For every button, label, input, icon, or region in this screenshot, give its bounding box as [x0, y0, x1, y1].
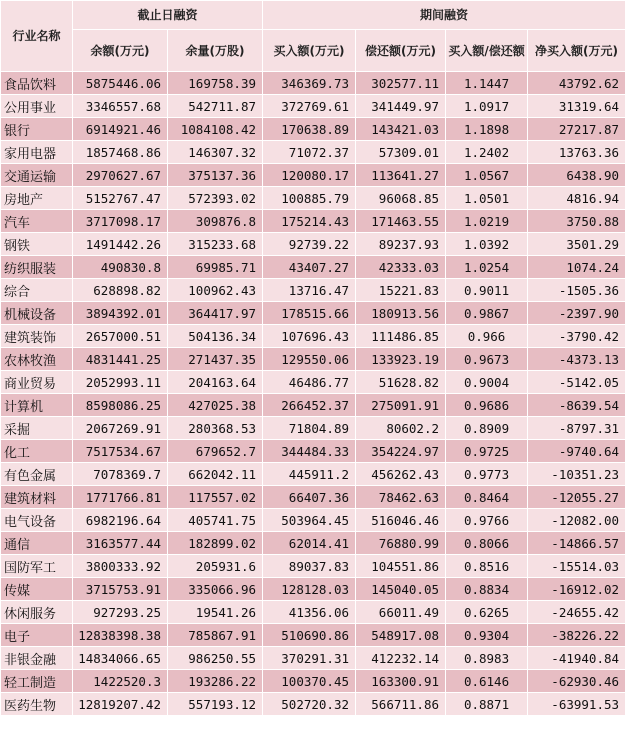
header-net: 净买入额(万元): [528, 30, 626, 72]
repay-cell: 275091.91: [356, 394, 446, 417]
net-buy-cell: -5142.05: [528, 371, 626, 394]
ratio-cell: 1.1447: [446, 72, 528, 95]
ratio-cell: 1.0501: [446, 187, 528, 210]
net-buy-cell: -62930.46: [528, 670, 626, 693]
table-row: [1, 187, 626, 210]
header-industry: 行业名称: [1, 1, 73, 72]
net-buy-cell: -63991.53: [528, 693, 626, 716]
volume-cell: 427025.38: [168, 394, 263, 417]
industry-name-cell: 汽车: [1, 210, 73, 233]
balance-cell: 4831441.25: [73, 348, 168, 371]
header-volume: 余量(万股): [168, 30, 263, 72]
net-buy-cell: -8639.54: [528, 394, 626, 417]
balance-cell: 3346557.68: [73, 95, 168, 118]
volume-cell: 19541.26: [168, 601, 263, 624]
repay-cell: 180913.56: [356, 302, 446, 325]
industry-name-cell: 纺织服装: [1, 256, 73, 279]
table-row: [1, 95, 626, 118]
header-buy: 买入额(万元): [263, 30, 356, 72]
ratio-cell: 1.0219: [446, 210, 528, 233]
industry-name-cell: 电气设备: [1, 509, 73, 532]
buy-cell: 175214.43: [263, 210, 356, 233]
buy-cell: 107696.43: [263, 325, 356, 348]
industry-name-cell: 建筑装饰: [1, 325, 73, 348]
net-buy-cell: 13763.36: [528, 141, 626, 164]
industry-name-cell: 机械设备: [1, 302, 73, 325]
industry-name-cell: 计算机: [1, 394, 73, 417]
volume-cell: 405741.75: [168, 509, 263, 532]
balance-cell: 3163577.44: [73, 532, 168, 555]
ratio-cell: 0.9725: [446, 440, 528, 463]
volume-cell: 204163.64: [168, 371, 263, 394]
volume-cell: 785867.91: [168, 624, 263, 647]
buy-cell: 372769.61: [263, 95, 356, 118]
volume-cell: 315233.68: [168, 233, 263, 256]
repay-cell: 104551.86: [356, 555, 446, 578]
buy-cell: 89037.83: [263, 555, 356, 578]
volume-cell: 679652.7: [168, 440, 263, 463]
buy-cell: 266452.37: [263, 394, 356, 417]
net-buy-cell: -14866.57: [528, 532, 626, 555]
industry-name-cell: 非银金融: [1, 647, 73, 670]
buy-cell: 66407.36: [263, 486, 356, 509]
industry-name-cell: 医药生物: [1, 693, 73, 716]
repay-cell: 111486.85: [356, 325, 446, 348]
net-buy-cell: -1505.36: [528, 279, 626, 302]
net-buy-cell: -16912.02: [528, 578, 626, 601]
volume-cell: 193286.22: [168, 670, 263, 693]
industry-name-cell: 建筑材料: [1, 486, 73, 509]
table-row: [1, 279, 626, 302]
header-group-end: 截止日融资: [73, 1, 263, 30]
industry-name-cell: 有色金属: [1, 463, 73, 486]
volume-cell: 100962.43: [168, 279, 263, 302]
balance-cell: 3715753.91: [73, 578, 168, 601]
buy-cell: 43407.27: [263, 256, 356, 279]
industry-name-cell: 电子: [1, 624, 73, 647]
repay-cell: 15221.83: [356, 279, 446, 302]
table-row: [1, 693, 626, 716]
repay-cell: 80602.2: [356, 417, 446, 440]
net-buy-cell: 3501.29: [528, 233, 626, 256]
net-buy-cell: -4373.13: [528, 348, 626, 371]
ratio-cell: 0.9686: [446, 394, 528, 417]
volume-cell: 117557.02: [168, 486, 263, 509]
industry-name-cell: 食品饮料: [1, 72, 73, 95]
industry-name-cell: 传媒: [1, 578, 73, 601]
ratio-cell: 1.0567: [446, 164, 528, 187]
ratio-cell: 0.9011: [446, 279, 528, 302]
table-row: [1, 578, 626, 601]
ratio-cell: 0.8516: [446, 555, 528, 578]
net-buy-cell: 43792.62: [528, 72, 626, 95]
industry-name-cell: 家用电器: [1, 141, 73, 164]
net-buy-cell: -10351.23: [528, 463, 626, 486]
buy-cell: 370291.31: [263, 647, 356, 670]
net-buy-cell: -41940.84: [528, 647, 626, 670]
ratio-cell: 0.8066: [446, 532, 528, 555]
balance-cell: 1771766.81: [73, 486, 168, 509]
repay-cell: 42333.03: [356, 256, 446, 279]
ratio-cell: 1.0254: [446, 256, 528, 279]
buy-cell: 92739.22: [263, 233, 356, 256]
balance-cell: 628898.82: [73, 279, 168, 302]
header-repay: 偿还额(万元): [356, 30, 446, 72]
table-row: [1, 555, 626, 578]
repay-cell: 143421.03: [356, 118, 446, 141]
ratio-cell: 0.8464: [446, 486, 528, 509]
repay-cell: 171463.55: [356, 210, 446, 233]
industry-name-cell: 国防军工: [1, 555, 73, 578]
balance-cell: 3717098.17: [73, 210, 168, 233]
balance-cell: 3800333.92: [73, 555, 168, 578]
volume-cell: 280368.53: [168, 417, 263, 440]
ratio-cell: 0.9773: [446, 463, 528, 486]
table-row: [1, 118, 626, 141]
buy-cell: 344484.33: [263, 440, 356, 463]
header-balance: 余额(万元): [73, 30, 168, 72]
repay-cell: 341449.97: [356, 95, 446, 118]
table-row: [1, 417, 626, 440]
ratio-cell: 0.9766: [446, 509, 528, 532]
volume-cell: 542711.87: [168, 95, 263, 118]
buy-cell: 503964.45: [263, 509, 356, 532]
net-buy-cell: -12055.27: [528, 486, 626, 509]
balance-cell: 6982196.64: [73, 509, 168, 532]
industry-name-cell: 房地产: [1, 187, 73, 210]
repay-cell: 163300.91: [356, 670, 446, 693]
repay-cell: 145040.05: [356, 578, 446, 601]
ratio-cell: 0.6265: [446, 601, 528, 624]
repay-cell: 456262.43: [356, 463, 446, 486]
buy-cell: 178515.66: [263, 302, 356, 325]
repay-cell: 66011.49: [356, 601, 446, 624]
buy-cell: 445911.2: [263, 463, 356, 486]
ratio-cell: 0.8983: [446, 647, 528, 670]
volume-cell: 572393.02: [168, 187, 263, 210]
buy-cell: 13716.47: [263, 279, 356, 302]
buy-cell: 41356.06: [263, 601, 356, 624]
buy-cell: 46486.77: [263, 371, 356, 394]
balance-cell: 12819207.42: [73, 693, 168, 716]
repay-cell: 566711.86: [356, 693, 446, 716]
table-row: [1, 486, 626, 509]
volume-cell: 271437.35: [168, 348, 263, 371]
balance-cell: 1422520.3: [73, 670, 168, 693]
ratio-cell: 0.9004: [446, 371, 528, 394]
table-row: [1, 509, 626, 532]
volume-cell: 662042.11: [168, 463, 263, 486]
buy-cell: 120080.17: [263, 164, 356, 187]
industry-name-cell: 农林牧渔: [1, 348, 73, 371]
balance-cell: 14834066.65: [73, 647, 168, 670]
repay-cell: 89237.93: [356, 233, 446, 256]
balance-cell: 7078369.7: [73, 463, 168, 486]
net-buy-cell: -12082.00: [528, 509, 626, 532]
net-buy-cell: 4816.94: [528, 187, 626, 210]
industry-name-cell: 采掘: [1, 417, 73, 440]
net-buy-cell: -2397.90: [528, 302, 626, 325]
ratio-cell: 0.9673: [446, 348, 528, 371]
table-row: [1, 302, 626, 325]
net-buy-cell: -15514.03: [528, 555, 626, 578]
industry-name-cell: 化工: [1, 440, 73, 463]
net-buy-cell: 27217.87: [528, 118, 626, 141]
industry-name-cell: 轻工制造: [1, 670, 73, 693]
balance-cell: 1491442.26: [73, 233, 168, 256]
balance-cell: 2970627.67: [73, 164, 168, 187]
table-header: [1, 1, 626, 72]
repay-cell: 516046.46: [356, 509, 446, 532]
balance-cell: 1857468.86: [73, 141, 168, 164]
balance-cell: 490830.8: [73, 256, 168, 279]
volume-cell: 69985.71: [168, 256, 263, 279]
volume-cell: 364417.97: [168, 302, 263, 325]
ratio-cell: 0.8834: [446, 578, 528, 601]
balance-cell: 2657000.51: [73, 325, 168, 348]
buy-cell: 71072.37: [263, 141, 356, 164]
net-buy-cell: 31319.64: [528, 95, 626, 118]
table-row: [1, 72, 626, 95]
volume-cell: 169758.39: [168, 72, 263, 95]
net-buy-cell: 1074.24: [528, 256, 626, 279]
balance-cell: 6914921.46: [73, 118, 168, 141]
balance-cell: 5152767.47: [73, 187, 168, 210]
ratio-cell: 1.0392: [446, 233, 528, 256]
industry-name-cell: 银行: [1, 118, 73, 141]
buy-cell: 100370.45: [263, 670, 356, 693]
buy-cell: 346369.73: [263, 72, 356, 95]
table-row: [1, 371, 626, 394]
table-row: [1, 325, 626, 348]
repay-cell: 302577.11: [356, 72, 446, 95]
volume-cell: 205931.6: [168, 555, 263, 578]
buy-cell: 128128.03: [263, 578, 356, 601]
table-row: [1, 256, 626, 279]
table-row: [1, 601, 626, 624]
net-buy-cell: 3750.88: [528, 210, 626, 233]
table-row: [1, 141, 626, 164]
industry-name-cell: 商业贸易: [1, 371, 73, 394]
volume-cell: 375137.36: [168, 164, 263, 187]
table-row: [1, 394, 626, 417]
buy-cell: 170638.89: [263, 118, 356, 141]
table-row: [1, 210, 626, 233]
ratio-cell: 0.8871: [446, 693, 528, 716]
ratio-cell: 1.1898: [446, 118, 528, 141]
balance-cell: 8598086.25: [73, 394, 168, 417]
buy-cell: 510690.86: [263, 624, 356, 647]
table-row: [1, 463, 626, 486]
volume-cell: 504136.34: [168, 325, 263, 348]
net-buy-cell: 6438.90: [528, 164, 626, 187]
volume-cell: 335066.96: [168, 578, 263, 601]
table-row: [1, 647, 626, 670]
balance-cell: 5875446.06: [73, 72, 168, 95]
buy-cell: 71804.89: [263, 417, 356, 440]
industry-name-cell: 交通运输: [1, 164, 73, 187]
net-buy-cell: -9740.64: [528, 440, 626, 463]
repay-cell: 354224.97: [356, 440, 446, 463]
volume-cell: 557193.12: [168, 693, 263, 716]
repay-cell: 51628.82: [356, 371, 446, 394]
volume-cell: 1084108.42: [168, 118, 263, 141]
table-row: [1, 624, 626, 647]
repay-cell: 78462.63: [356, 486, 446, 509]
balance-cell: 2052993.11: [73, 371, 168, 394]
repay-cell: 412232.14: [356, 647, 446, 670]
ratio-cell: 1.2402: [446, 141, 528, 164]
repay-cell: 133923.19: [356, 348, 446, 371]
balance-cell: 12838398.38: [73, 624, 168, 647]
balance-cell: 2067269.91: [73, 417, 168, 440]
balance-cell: 3894392.01: [73, 302, 168, 325]
table-row: [1, 440, 626, 463]
table-row: [1, 670, 626, 693]
net-buy-cell: -24655.42: [528, 601, 626, 624]
net-buy-cell: -3790.42: [528, 325, 626, 348]
industry-name-cell: 休闲服务: [1, 601, 73, 624]
industry-name-cell: 综合: [1, 279, 73, 302]
volume-cell: 309876.8: [168, 210, 263, 233]
volume-cell: 986250.55: [168, 647, 263, 670]
header-group-period: 期间融资: [263, 1, 626, 30]
table-body: [1, 72, 626, 716]
volume-cell: 146307.32: [168, 141, 263, 164]
repay-cell: 548917.08: [356, 624, 446, 647]
balance-cell: 7517534.67: [73, 440, 168, 463]
repay-cell: 96068.85: [356, 187, 446, 210]
repay-cell: 76880.99: [356, 532, 446, 555]
industry-name-cell: 公用事业: [1, 95, 73, 118]
ratio-cell: 0.9867: [446, 302, 528, 325]
ratio-cell: 0.966: [446, 325, 528, 348]
ratio-cell: 0.8909: [446, 417, 528, 440]
repay-cell: 57309.01: [356, 141, 446, 164]
industry-name-cell: 通信: [1, 532, 73, 555]
buy-cell: 129550.06: [263, 348, 356, 371]
net-buy-cell: -8797.31: [528, 417, 626, 440]
buy-cell: 100885.79: [263, 187, 356, 210]
industry-name-cell: 钢铁: [1, 233, 73, 256]
net-buy-cell: -38226.22: [528, 624, 626, 647]
volume-cell: 182899.02: [168, 532, 263, 555]
table-row: [1, 164, 626, 187]
table-row: [1, 233, 626, 256]
buy-cell: 502720.32: [263, 693, 356, 716]
buy-cell: 62014.41: [263, 532, 356, 555]
table-row: [1, 532, 626, 555]
table-row: [1, 348, 626, 371]
header-ratio: 买入额/偿还额: [446, 30, 528, 72]
balance-cell: 927293.25: [73, 601, 168, 624]
repay-cell: 113641.27: [356, 164, 446, 187]
ratio-cell: 0.9304: [446, 624, 528, 647]
ratio-cell: 0.6146: [446, 670, 528, 693]
ratio-cell: 1.0917: [446, 95, 528, 118]
